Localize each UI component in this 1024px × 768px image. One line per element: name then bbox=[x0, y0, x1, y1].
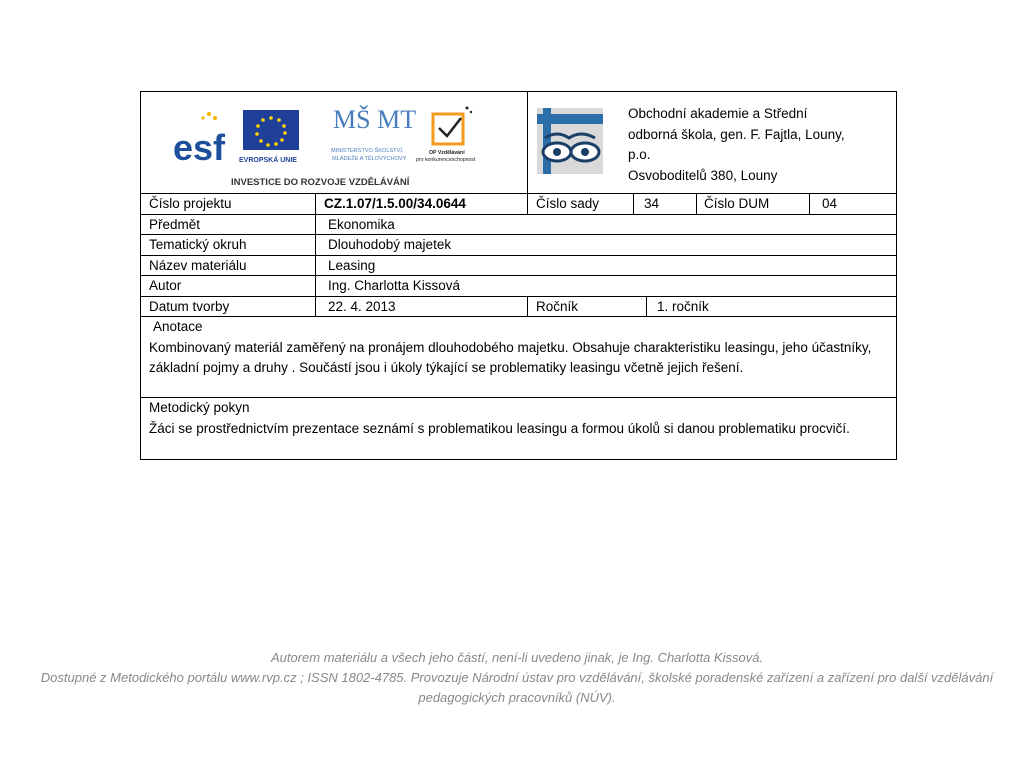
date-value: 22. 4. 2013 bbox=[328, 299, 396, 314]
row-line-1 bbox=[141, 193, 896, 194]
annotation-title: Anotace bbox=[153, 319, 203, 334]
subject-value: Ekonomika bbox=[328, 217, 395, 232]
dum-value-divider bbox=[809, 193, 810, 214]
msmt-line1: MINISTERSTVO ŠKOLSTVÍ, bbox=[331, 148, 404, 154]
school-address bbox=[628, 104, 888, 186]
school-line1: Obchodní akademie a Střední bbox=[628, 106, 808, 121]
grade-value-divider bbox=[646, 296, 647, 316]
set-value: 34 bbox=[644, 196, 660, 211]
dum-value: 04 bbox=[822, 196, 838, 211]
annotation-section bbox=[149, 317, 886, 379]
author-value: Ing. Charlotta Kissová bbox=[328, 278, 461, 293]
grade-label: Ročník bbox=[536, 299, 579, 314]
footer-line2: Dostupné z Metodického portálu www.rvp.cz ; ISSN 1802-4785. Provozuje Národní ústav pro vzdělávání, školské poradenské zařízení a zařízení pro další vzdělávání pedagogických pracovníků (NÚV). bbox=[40, 670, 994, 705]
esf-logo-icon bbox=[173, 112, 226, 168]
topic-value: Dlouhodobý majetek bbox=[328, 237, 452, 252]
eu-label: EVROPSKÁ UNIE bbox=[239, 157, 297, 164]
subject-label: Předmět bbox=[149, 217, 201, 232]
grade-label-divider bbox=[527, 296, 528, 316]
date-label: Datum tvorby bbox=[149, 299, 230, 314]
school-logo-icon bbox=[537, 108, 603, 174]
school-line4: Osvoboditelů 380, Louny bbox=[628, 167, 778, 183]
op-line1: OP Vzdělávání bbox=[429, 150, 465, 156]
project-label: Číslo projektu bbox=[149, 196, 232, 211]
topic-label: Tematický okruh bbox=[149, 237, 247, 252]
footer-credits bbox=[40, 648, 994, 708]
material-value: Leasing bbox=[328, 258, 376, 273]
row-line-3 bbox=[141, 234, 896, 235]
msmt-mark: MŠ MT bbox=[333, 105, 417, 134]
project-logos bbox=[171, 100, 491, 188]
esf-logo-text: esf bbox=[173, 127, 226, 168]
header-divider bbox=[527, 92, 528, 214]
footer-line1: Autorem materiálu a všech jeho částí, není-li uvedeno jinak, je Ing. Charlotta Kissová. bbox=[270, 650, 764, 665]
material-label: Název materiálu bbox=[149, 258, 247, 273]
method-text: Žáci se prostřednictvím prezentace seznámí s problematikou leasingu a formou úkolů si danou problematiku procvičí. bbox=[149, 420, 850, 436]
op-line2: pro konkurenceschopnost bbox=[416, 157, 476, 163]
msmt-logo-icon bbox=[331, 105, 416, 162]
grade-value: 1. ročník bbox=[657, 299, 709, 314]
invest-label: INVESTICE DO ROZVOJE VZDĚLÁVÁNÍ bbox=[231, 177, 410, 188]
author-label: Autor bbox=[149, 278, 182, 293]
school-line2: odborná škola, gen. F. Fajtla, Louny, bbox=[628, 126, 845, 142]
eu-flag-icon bbox=[239, 110, 299, 164]
row-line-4 bbox=[141, 255, 896, 256]
dum-label-divider bbox=[696, 193, 697, 214]
set-value-divider bbox=[633, 193, 634, 214]
school-line3: p.o. bbox=[628, 147, 651, 162]
row-line-5 bbox=[141, 275, 896, 276]
annotation-text: Kombinovaný materiál zaměřený na pronájem dlouhodobého majetku. Obsahuje charakteristiku leasingu, jeho účastníky, základní pojmy a druhy . Součástí jsou i úkoly týkající se problematiky leasingu včetně jejich řešení. bbox=[149, 339, 872, 375]
dum-info-table bbox=[140, 91, 897, 460]
dum-label: Číslo DUM bbox=[704, 196, 770, 211]
method-section bbox=[149, 398, 886, 439]
set-label: Číslo sady bbox=[536, 196, 600, 211]
method-title: Metodický pokyn bbox=[149, 400, 250, 415]
row-line-2 bbox=[141, 214, 896, 215]
row-line-6 bbox=[141, 296, 896, 297]
label-column-divider bbox=[315, 193, 316, 316]
project-value: CZ.1.07/1.5.00/34.0644 bbox=[324, 196, 466, 211]
op-vzdelavani-logo-icon bbox=[416, 107, 476, 164]
msmt-line2: MLÁDEŽE A TĚLOVÝCHOVY bbox=[332, 156, 407, 162]
